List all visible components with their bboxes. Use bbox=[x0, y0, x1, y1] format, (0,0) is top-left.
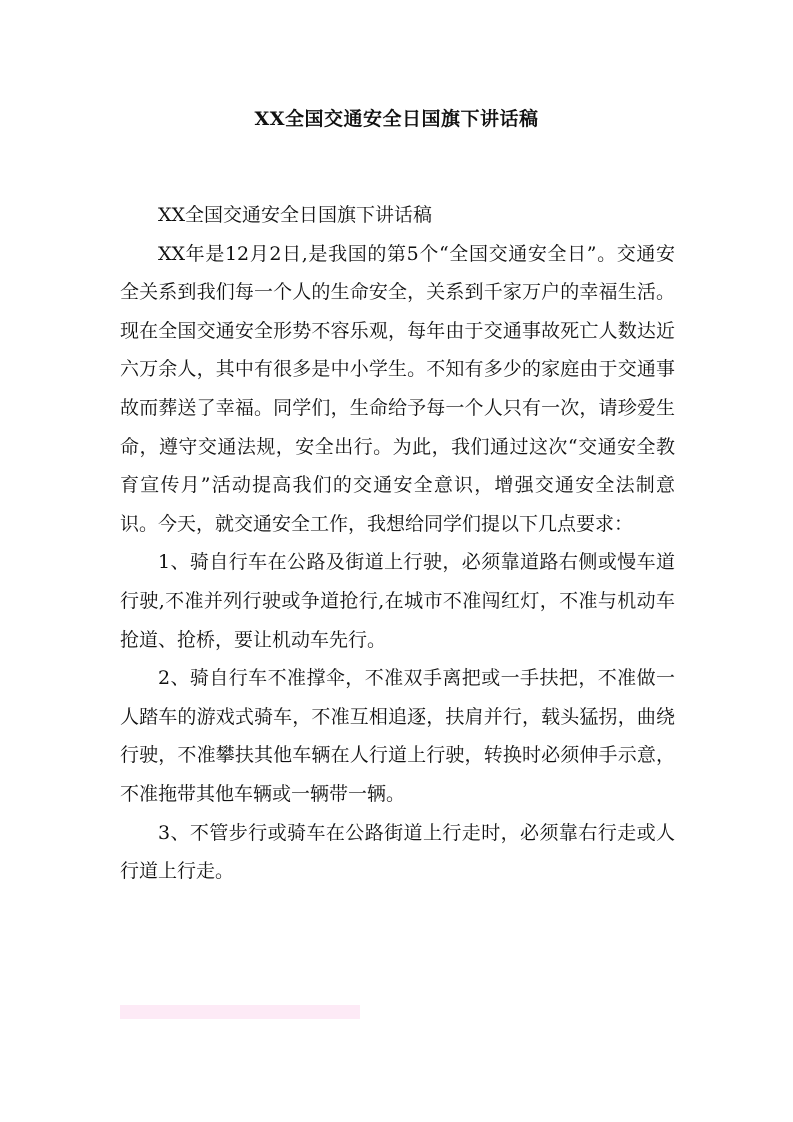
paragraph-rule-2: 2、骑自行车不准撑伞，不准双手离把或一手扶把，不准做一人踏车的游戏式骑车，不准互相追逐，扶肩并行，载头猛拐，曲绕行驶，不准攀扶其他车辆在人行道上行驶，转换时必须伸手示意，不准拖带其他车辆或一辆带一辆。 bbox=[120, 667, 675, 805]
paragraph-intro: XX年是12月2日,是我国的第5个“全国交通安全日”。交通安全关系到我们每一个人的生命安全，关系到千家万户的幸福生活。现在全国交通安全形势不容乐观，每年由于交通事故死亡人数达近六万余人，其中有很多是中小学生。不知有多少的家庭由于交通事故而葬送了幸福。同学们，生命给予每一个人只有一次，请珍爱生命，遵守交通法规，安全出行。为此，我们通过这次“交通安全教育宣传月”活动提高我们的交通安全意识，增强交通安全法制意识。今天，就交通安全工作，我想给同学们提以下几点要求： bbox=[120, 242, 675, 535]
paragraph-rule-1: 1、骑自行车在公路及街道上行驶，必须靠道路右侧或慢车道行驶,不准并列行驶或争道抢行,在城市不准闯红灯，不准与机动车抢道、抢桥，要让机动车先行。 bbox=[120, 551, 675, 651]
paragraph-rule-3: 3、不管步行或骑车在公路街道上行走时，必须靠右行走或人行道上行走。 bbox=[120, 821, 675, 883]
document-title: XX全国交通安全日国旗下讲话稿 bbox=[254, 108, 539, 130]
document-body bbox=[120, 196, 675, 891]
faded-watermark bbox=[120, 1005, 360, 1019]
paragraph-heading: XX全国交通安全日国旗下讲话稿 bbox=[158, 204, 433, 226]
